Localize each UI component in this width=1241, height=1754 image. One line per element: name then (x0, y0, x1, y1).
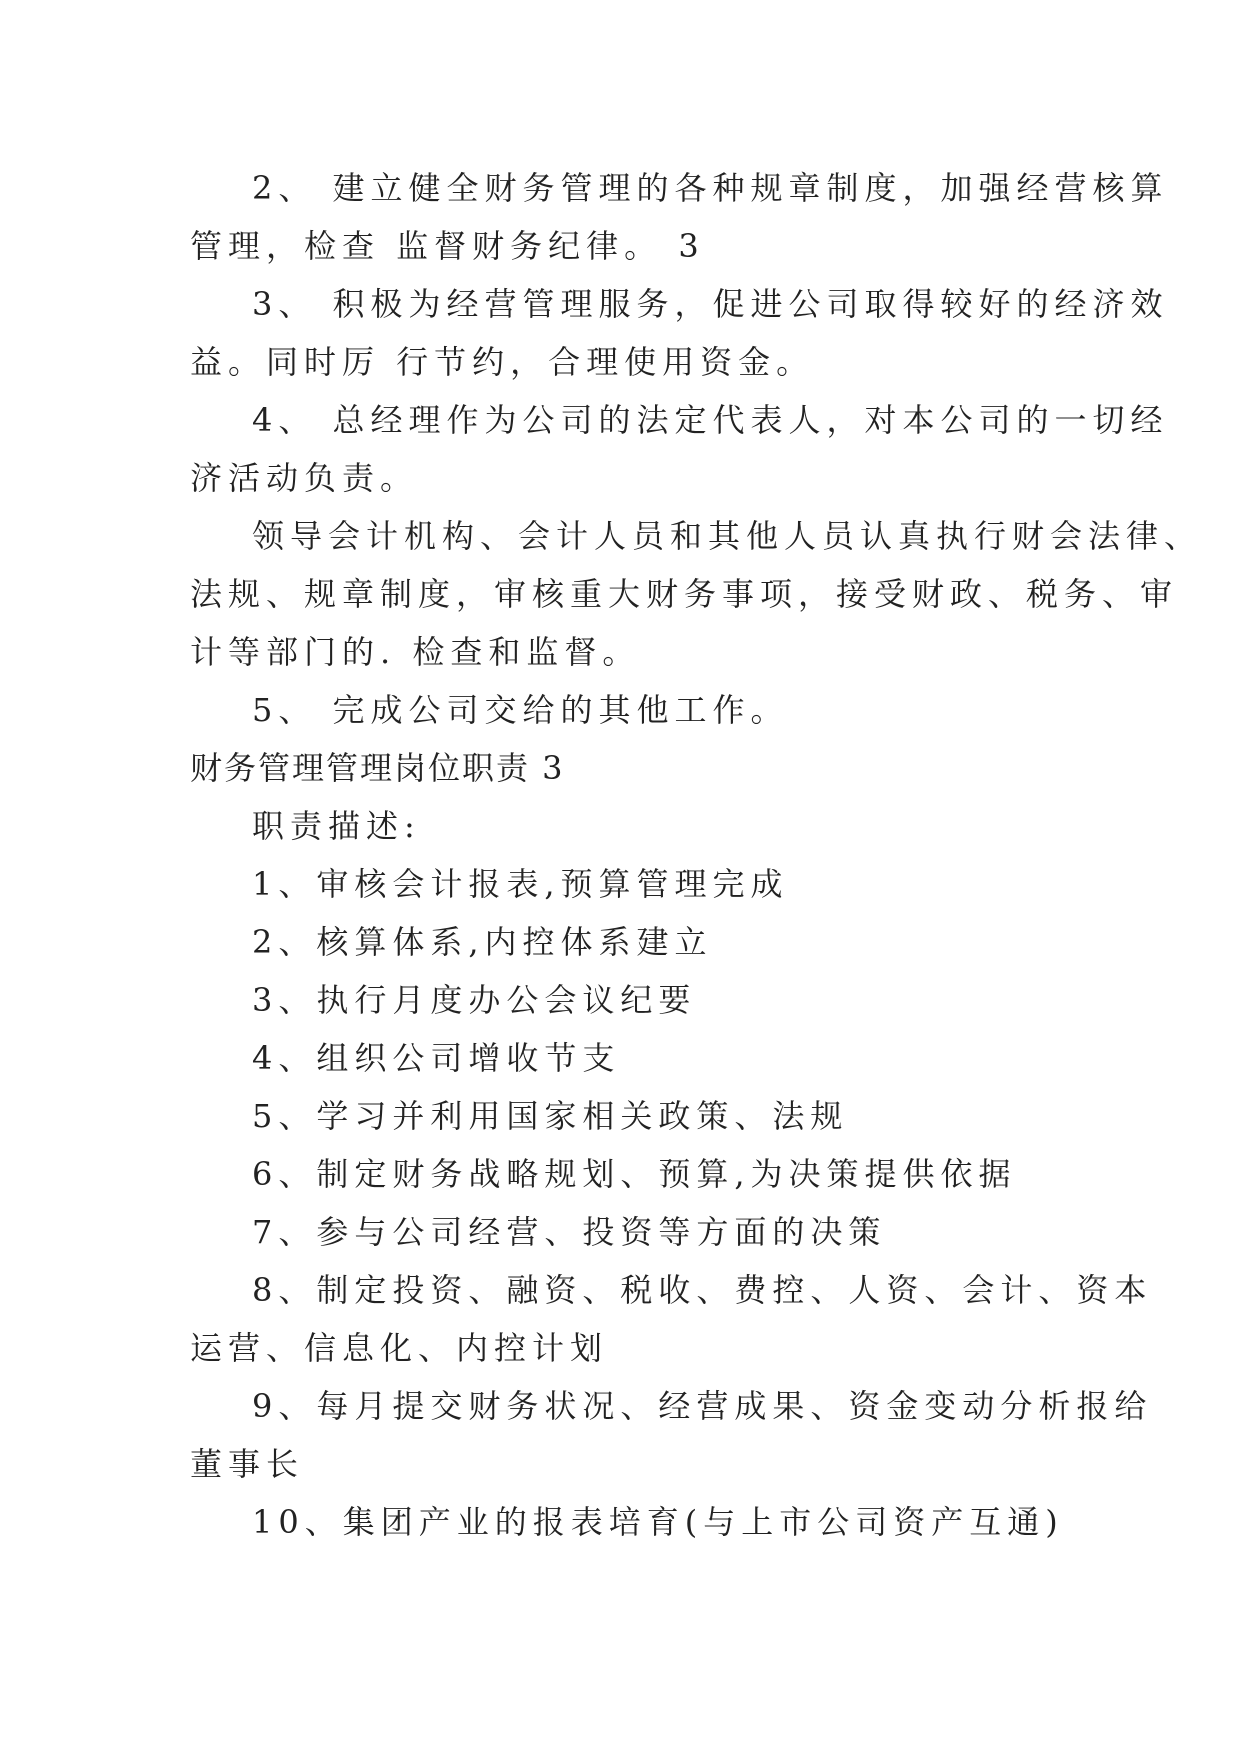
list-item: 5、学习并利用国家相关政策、法规 (252, 1097, 849, 1135)
paragraph-2-line-1: 2、 建立健全财务管理的各种规章制度，加强经营核算 (252, 169, 1169, 207)
list-item: 10、集团产业的报表培育(与上市公司资产互通) (252, 1503, 1064, 1541)
list-item: 8、制定投资、融资、税收、费控、人资、会计、资本 (252, 1271, 1153, 1309)
paragraph-5-line-1: 5、 完成公司交给的其他工作。 (252, 691, 789, 729)
section-heading: 财务管理管理岗位职责 3 (190, 749, 565, 787)
paragraph-3-line-1: 3、 积极为经营管理服务，促进公司取得较好的经济效 (252, 285, 1169, 323)
paragraph-lead-line-1: 领导会计机构、会计人员和其他人员认真执行财会法律、 (252, 517, 1203, 555)
list-item: 7、参与公司经营、投资等方面的决策 (252, 1213, 887, 1251)
paragraph-2-line-2: 管理，检查 监督财务纪律。 3 (190, 227, 705, 265)
duties-label: 职责描述: (252, 807, 421, 845)
paragraph-4-line-1: 4、 总经理作为公司的法定代表人，对本公司的一切经 (252, 401, 1169, 439)
list-item-continuation: 运营、信息化、内控计划 (190, 1329, 609, 1367)
list-item: 9、每月提交财务状况、经营成果、资金变动分析报给 (252, 1387, 1153, 1425)
paragraph-4-line-2: 济活动负责。 (190, 459, 419, 497)
list-item: 6、制定财务战略规划、预算,为决策提供依据 (252, 1155, 1017, 1193)
list-item-continuation: 董事长 (190, 1445, 305, 1483)
list-item: 2、核算体系,内控体系建立 (252, 923, 713, 961)
list-item: 4、组织公司增收节支 (252, 1039, 621, 1077)
list-item: 1、审核会计报表,预算管理完成 (252, 865, 789, 903)
list-item: 3、执行月度办公会议纪要 (252, 981, 697, 1019)
paragraph-3-line-2: 益。同时厉 行节约，合理使用资金。 (190, 343, 815, 381)
paragraph-lead-line-3: 计等部门的. 检查和监督。 (190, 633, 641, 671)
paragraph-lead-line-2: 法规、规章制度，审核重大财务事项，接受财政、税务、审 (190, 575, 1179, 613)
